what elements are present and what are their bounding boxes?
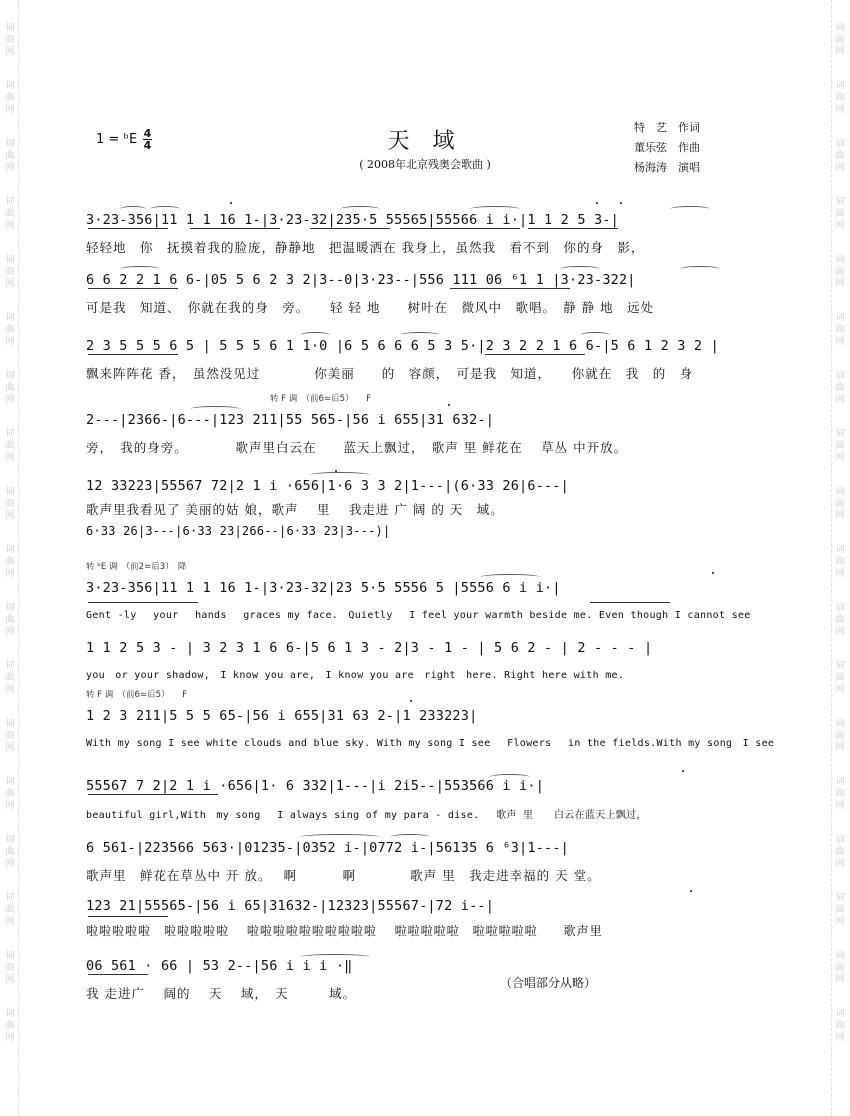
beat-underline	[590, 602, 670, 603]
watermark-text: 词 曲 网	[835, 951, 845, 985]
notation-line: 6 6 2 2 1 6 6-|05 5 6 2 3 2|3--0|3·23--|556 111 06 ⁶1 1 |3·23-322|	[86, 272, 636, 288]
watermark-text: 词 曲 网	[835, 1009, 845, 1043]
octave-dot	[682, 770, 684, 772]
octave-dot	[620, 202, 622, 204]
notation-line: 2 3 5 5 5 6 5 | 5 5 5 6 1 1·0 |6 5 6 6 6 5 3 5·|2 3 2 2 1 6 6-|5 6 1 2 3 2 |	[86, 338, 719, 354]
watermark-text: 词 曲 网	[5, 835, 15, 869]
beat-underline	[88, 354, 178, 355]
notation-line: 3·23-356|11 1 1 16 1-|3·23-32|235·5 55565|55566 i i·|1 1 2 5 3-|	[86, 212, 619, 228]
beat-underline	[88, 974, 148, 975]
slur-mark	[400, 332, 440, 338]
slur-mark	[470, 206, 520, 212]
watermark-text: 词 曲 网	[835, 255, 845, 289]
notation-line: 6 561-|223566 563·|01235-|0352 i-|0772 i-|56135 6 ⁶3|1---|	[86, 840, 570, 856]
slur-mark	[300, 834, 380, 840]
credit-lyricist: 特 艺 作词	[634, 121, 700, 134]
lyric-line: 歌声里我看见了 美丽的姑 娘，歌声 里 我走进 广 阔 的 天 域。	[86, 502, 504, 517]
beat-underline	[88, 602, 198, 603]
watermark-text: 词 曲 网	[5, 197, 15, 231]
watermark-text: 词 曲 网	[835, 603, 845, 637]
slur-mark	[300, 332, 330, 338]
beat-underline	[450, 288, 570, 289]
lyric-line: 我 走进广 阔的 天 域， 天 域。	[86, 986, 357, 1001]
beat-underline	[88, 916, 168, 917]
watermark-text: 词 曲 网	[5, 429, 15, 463]
beat-underline	[400, 228, 520, 229]
beat-underline	[190, 228, 280, 229]
footer-note: （合唱部分从略）	[500, 976, 597, 990]
modulation-marker: 转 F 调 （前6=后5） F	[86, 690, 188, 700]
octave-dot	[230, 202, 232, 204]
notation-line: 1 2 3 211|5 5 5 65-|56 i 655|31 63 2-|1 233223|	[86, 708, 478, 724]
slur-mark	[300, 954, 370, 960]
slur-mark	[580, 332, 610, 338]
notation-line: 06 561 · 66 | 53 2--|56 i i i ·‖	[86, 958, 353, 974]
beat-underline	[485, 354, 585, 355]
notation-line: 3·23-356|11 1 1 16 1-|3·23-32|23 5·5 5556 5 |5556 6 i i·|	[86, 580, 561, 596]
watermark-text: 词 曲 网	[835, 429, 845, 463]
watermark-text: 词 曲 网	[5, 603, 15, 637]
slur-mark	[490, 774, 530, 780]
watermark-text: 词 曲 网	[835, 23, 845, 57]
watermark-text: 词 曲 网	[5, 23, 15, 57]
credit-singer: 杨海涛 演唱	[634, 161, 700, 174]
slur-mark	[190, 406, 240, 412]
slur-mark	[310, 472, 370, 478]
slur-mark	[680, 266, 720, 272]
modulation-marker: 转 F 调 （前6=后5） F	[270, 394, 372, 404]
beat-underline	[528, 228, 618, 229]
watermark-text: 词 曲 网	[835, 835, 845, 869]
meter-top: 4	[143, 127, 152, 140]
watermark-text: 词 曲 网	[5, 255, 15, 289]
slur-mark	[560, 266, 600, 272]
lyric-line: 歌声里 鲜花在草丛中 开 放。 啊 啊 歌声 里 我走进幸福的 天 堂。	[86, 868, 601, 883]
lyric-line: 可是我 知道、 你就在我的身 旁。 轻 轻 地 树叶在 微风中 歌唱。 静 静 地 远处	[86, 300, 655, 315]
watermark-text: 词 曲 网	[5, 893, 15, 927]
lyric-line: 旁， 我的身旁。 歌声里白云在 蓝天上飘过， 歌声 里 鲜花在 草丛 中开放。	[86, 440, 628, 455]
watermark-text: 词 曲 网	[835, 777, 845, 811]
lyric-line: Gent -ly your hands graces my face. Quietly I feel your warmth beside me. Even though I cannot see	[86, 610, 751, 621]
song-subtitle: ( 2008年北京残奥会歌曲 )	[359, 158, 491, 171]
watermark-text: 词 曲 网	[5, 139, 15, 173]
watermark-text: 词 曲 网	[835, 893, 845, 927]
watermark-text: 词 曲 网	[5, 951, 15, 985]
meter-bottom: 4	[143, 139, 152, 152]
watermark-text: 词 曲 网	[5, 661, 15, 695]
lyric-line: 飘来阵阵花 香， 虽然没见过 你美丽 的 容颜， 可是我 知道， 你就在 我 的 身	[86, 366, 694, 381]
watermark-text: 词 曲 网	[5, 313, 15, 347]
modulation-marker: 转 ᵇE 调 （前2=后3） 降	[86, 562, 187, 572]
lyric-line: you or your shadow, I know you are, I know you are right here. Right here with me.	[86, 670, 625, 681]
lyric-line: beautiful girl,With my song I always sing of my para - dise. 歌声 里 白云在蓝天上飘过，	[86, 810, 647, 821]
beat-underline	[88, 288, 178, 289]
beat-underline	[88, 794, 218, 795]
score-header	[0, 118, 850, 178]
octave-dot	[690, 890, 692, 892]
credit-composer: 董乐弦 作曲	[634, 141, 700, 154]
watermark-text: 词 曲 网	[5, 371, 15, 405]
key-signature: 1 = ᵇE	[96, 132, 138, 147]
slur-mark	[480, 574, 540, 580]
watermark-text: 词 曲 网	[835, 81, 845, 115]
octave-dot	[410, 700, 412, 702]
octave-dot	[712, 572, 714, 574]
watermark-text: 词 曲 网	[835, 139, 845, 173]
slur-mark	[390, 834, 430, 840]
notation-line: 6·33 26|3---|6·33 23|266--|6·33 23|3---)|	[86, 524, 391, 538]
watermark-text: 词 曲 网	[835, 313, 845, 347]
octave-dot	[596, 202, 598, 204]
watermark-text: 词 曲 网	[835, 197, 845, 231]
watermark-text: 词 曲 网	[835, 719, 845, 753]
watermark-text: 词 曲 网	[5, 719, 15, 753]
slur-mark	[120, 266, 160, 272]
beat-underline	[310, 228, 390, 229]
song-title: 天 域	[387, 129, 463, 154]
watermark-text: 词 曲 网	[5, 1009, 15, 1043]
notation-line: 1 1 2 5 3 - | 3 2 3 1 6 6-|5 6 1 3 - 2|3 - 1 - | 5 6 2 - | 2 - - - |	[86, 640, 653, 656]
watermark-text: 词 曲 网	[835, 371, 845, 405]
notation-line: 2---|2366-|6---|123 211|55 565-|56 i 655|31 632-|	[86, 412, 495, 428]
watermark-text: 词 曲 网	[5, 487, 15, 521]
credits	[634, 118, 700, 178]
octave-dot	[448, 404, 450, 406]
slur-mark	[670, 206, 710, 212]
notation-line: 55567 7 2|2 1 i ·656|1· 6 332|1---|i 2i5--|553566 i i·|	[86, 778, 545, 794]
watermark-text: 词 曲 网	[835, 487, 845, 521]
watermark-text: 词 曲 网	[835, 661, 845, 695]
watermark-text: 词 曲 网	[835, 545, 845, 579]
slur-mark	[150, 206, 180, 212]
octave-dot	[335, 470, 337, 472]
notation-line: 12 33223|55567 72|2 1 i ·656|1·6 3 3 2|1---|(6·33 26|6---|	[86, 478, 570, 494]
slur-mark	[340, 206, 380, 212]
watermark-text: 词 曲 网	[5, 545, 15, 579]
lyric-line: 啦啦啦啦啦 啦啦啦啦啦 啦啦啦啦啦啦啦啦啦啦 啦啦啦啦啦 啦啦啦啦啦 歌声里	[86, 924, 603, 938]
beat-underline	[88, 228, 168, 229]
watermark-text: 词 曲 网	[5, 777, 15, 811]
lyric-line: 轻轻地 你 抚摸着我的脸庞，静静地 把温暖洒在 我身上，虽然我 看不到 你的身 影，	[86, 240, 645, 255]
notation-line: 123 21|55565-|56 i 65|31632-|12323|55567-|72 i--|	[86, 898, 495, 914]
watermark-text: 词 曲 网	[5, 81, 15, 115]
lyric-line: With my song I see white clouds and blue sky. With my song I see Flowers in the fields.With my song I see	[86, 738, 775, 749]
slur-mark	[120, 206, 146, 212]
